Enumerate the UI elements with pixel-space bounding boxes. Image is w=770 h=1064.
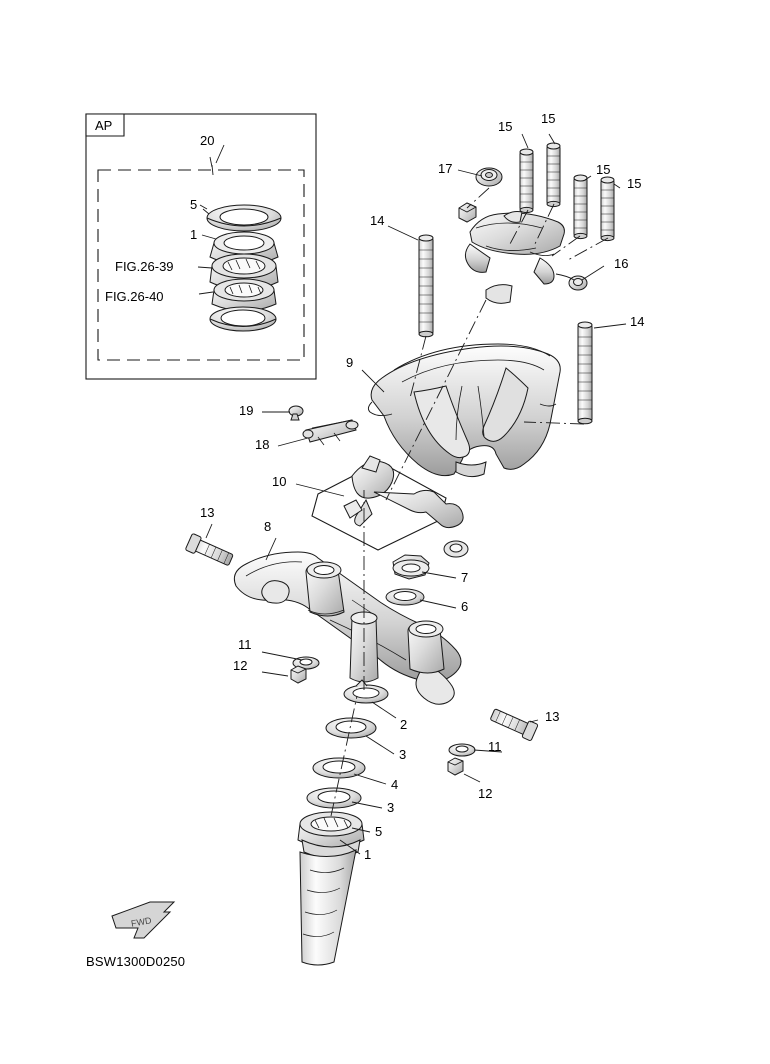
callout-12-a: 12 (233, 658, 248, 673)
callout-3-b: 3 (387, 800, 395, 815)
callout-4: 4 (391, 777, 399, 792)
callout-3-a: 3 (399, 747, 407, 762)
callout-18: 18 (255, 437, 270, 452)
callout-2: 2 (400, 717, 408, 732)
inset-callout-1: 1 (190, 227, 198, 242)
callout-5: 5 (375, 824, 383, 839)
callout-14-a: 14 (370, 213, 385, 228)
callout-19: 19 (239, 403, 254, 418)
inset-fig-26-40: FIG.26-40 (105, 289, 164, 304)
callout-15-a: 15 (498, 119, 513, 134)
callout-1: 1 (364, 847, 372, 862)
callout-8: 8 (264, 519, 272, 534)
callout-7: 7 (461, 570, 469, 585)
callout-15-b: 15 (541, 111, 556, 126)
callout-11-a: 11 (238, 637, 252, 652)
callout-13-b: 13 (545, 709, 560, 724)
fwd-marker-label: FWD (130, 915, 153, 929)
inset-callout-5: 5 (190, 197, 198, 212)
callout-6: 6 (461, 599, 469, 614)
diagram-part-code: BSW1300D0250 (86, 954, 186, 969)
callout-13-a: 13 (200, 505, 215, 520)
callout-20: 20 (200, 133, 215, 148)
inset-title: AP (95, 118, 113, 133)
callout-17: 17 (438, 161, 453, 176)
callout-10: 10 (272, 474, 287, 489)
callout-12-b: 12 (478, 786, 493, 801)
callout-16: 16 (614, 256, 629, 271)
callout-14-b: 14 (630, 314, 645, 329)
callout-15-d: 15 (627, 176, 642, 191)
callout-11-b: 11 (488, 739, 502, 754)
inset-fig-26-39: FIG.26-39 (115, 259, 174, 274)
callout-15-c: 15 (596, 162, 611, 177)
callout-9: 9 (346, 355, 354, 370)
